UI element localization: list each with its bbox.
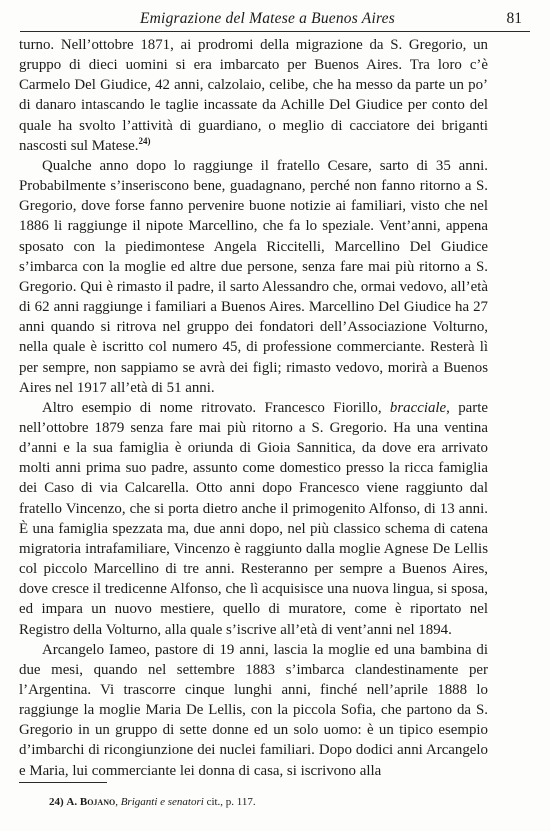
- paragraph-3-text-a: Altro esempio di nome ritrovato. Francesco Fiorillo,: [42, 399, 390, 416]
- footnote-number: 24): [49, 796, 64, 808]
- paragraph-2: Qualche anno dopo lo raggiunge il fratello Cesare, sarto di 35 anni. Probabilmente s’inseriscono bene, guadagnano, perché non fanno ritorno a S. Gregorio, dove forse fanno pervenire buone notizie ai familiari, visto che nel 1886 li raggiunge il nipote Marcellino, che fa lo speziale. Vent’anni, appena sposato con la piedimontese Angela Riccitelli, Marcellino Del Giudice s’imbarca con la moglie ed altre due persone, senza fare mai più ritorno a S. Gregorio. Qui è rimasto il padre, il sarto Alessandro che, ormai vedovo, all’età di 62 anni raggiunge i familiari a Buenos Aires. Marcellino Del Giudice ha 27 anni quando si ritrova nel gruppo dei fondatori dell’Associazione Volturno, nella quale è iscritto col numero 45, di professione commerciante. Resterà lì per sempre, non sappiamo se avrà dei figli; rimasto vedovo, morirà a Buenos Aires nel 1917 all’età di 51 anni.: [19, 157, 488, 396]
- footnote-rule: [19, 782, 107, 783]
- paragraph-3-italic-term: bracciale: [389, 399, 447, 416]
- paragraph-3-text-b: , parte nell’ottobre 1879 senza fare mai più ritorno a S. Gregorio. Ha una ventina d’anni e la sua famiglia è oriunda di Gioia Sannitica, da dove era arrivato molti anni prima suo padre, assunto come domestico presso la ricca famiglia dei Caso di via Calcarella. Otto anni dopo Francesco viene raggiunto dal fratello Vincenzo, che si porta dietro anche il primogenito Alfonso, di 13 anni. È una famiglia spezzata ma, due anni dopo, nel più classico schema di catena migratoria intrafamiliare, Vincenzo è raggiunto dalla moglie Agnese De Lellis col piccolo Marcellino di tre anni. Resteranno per sempre a Buenos Aires, dove cresce il tredicenne Alfonso, che lì acquisisce una nuova lingua, si sposa, ed impara un nuovo mestiere, quello di muratore, come è riportato nel Registro della Volturno, alla quale s’iscrive all’età di vent’anni nel 1894.: [19, 399, 488, 638]
- running-head: Emigrazione del Matese a Buenos Aires: [140, 10, 395, 27]
- footnote-title: Briganti e senatori: [120, 796, 204, 808]
- paragraph-1-text: turno. Nell’ottobre 1871, ai prodromi della migrazione da S. Gregorio, un gruppo di dieci uomini si era imbarcato per Buenos Aires. Tra loro c’è Carmelo Del Giudice, 42 anni, calzolaio, celibe, che ha messo da parte un po’ di danaro intascando le taglie incassate da Achille Del Giudice per conto del quale ha svolto l’attività di guardiano, o meglio di cacciatore dei briganti nascosti sul Matese.: [19, 37, 488, 154]
- body-text: [19, 35, 488, 781]
- footnote-reference: 24): [138, 135, 151, 146]
- paragraph-1: [19, 35, 488, 156]
- page-header: [20, 8, 530, 32]
- paragraph-3: [19, 398, 488, 640]
- page-number: 81: [506, 10, 522, 27]
- footnote: 24) A. Bojano, Briganti e senatori cit., p. 117.: [49, 796, 256, 808]
- header-rule: [20, 31, 530, 32]
- footnote-author: A. Bojano: [66, 796, 116, 808]
- footnote-citation: cit., p. 117.: [206, 796, 256, 808]
- paragraph-4: Arcangelo Iameo, pastore di 19 anni, lascia la moglie ed una bambina di due mesi, quando nel settembre 1883 s’imbarca clandestinamente per l’Argentina. Vi trascorre cinque lunghi anni, finché nell’aprile 1888 lo raggiunge la moglie Maria De Lellis, con la piccola Sofia, che partono da S. Gregorio in un gruppo di sette donne ed un solo uomo: è un tipico esempio d’imbarchi di ricongiunzione dei nuclei familiari. Dopo dodici anni Arcangelo e Maria, lui commerciante lei donna di casa, si iscrivono alla: [19, 641, 488, 779]
